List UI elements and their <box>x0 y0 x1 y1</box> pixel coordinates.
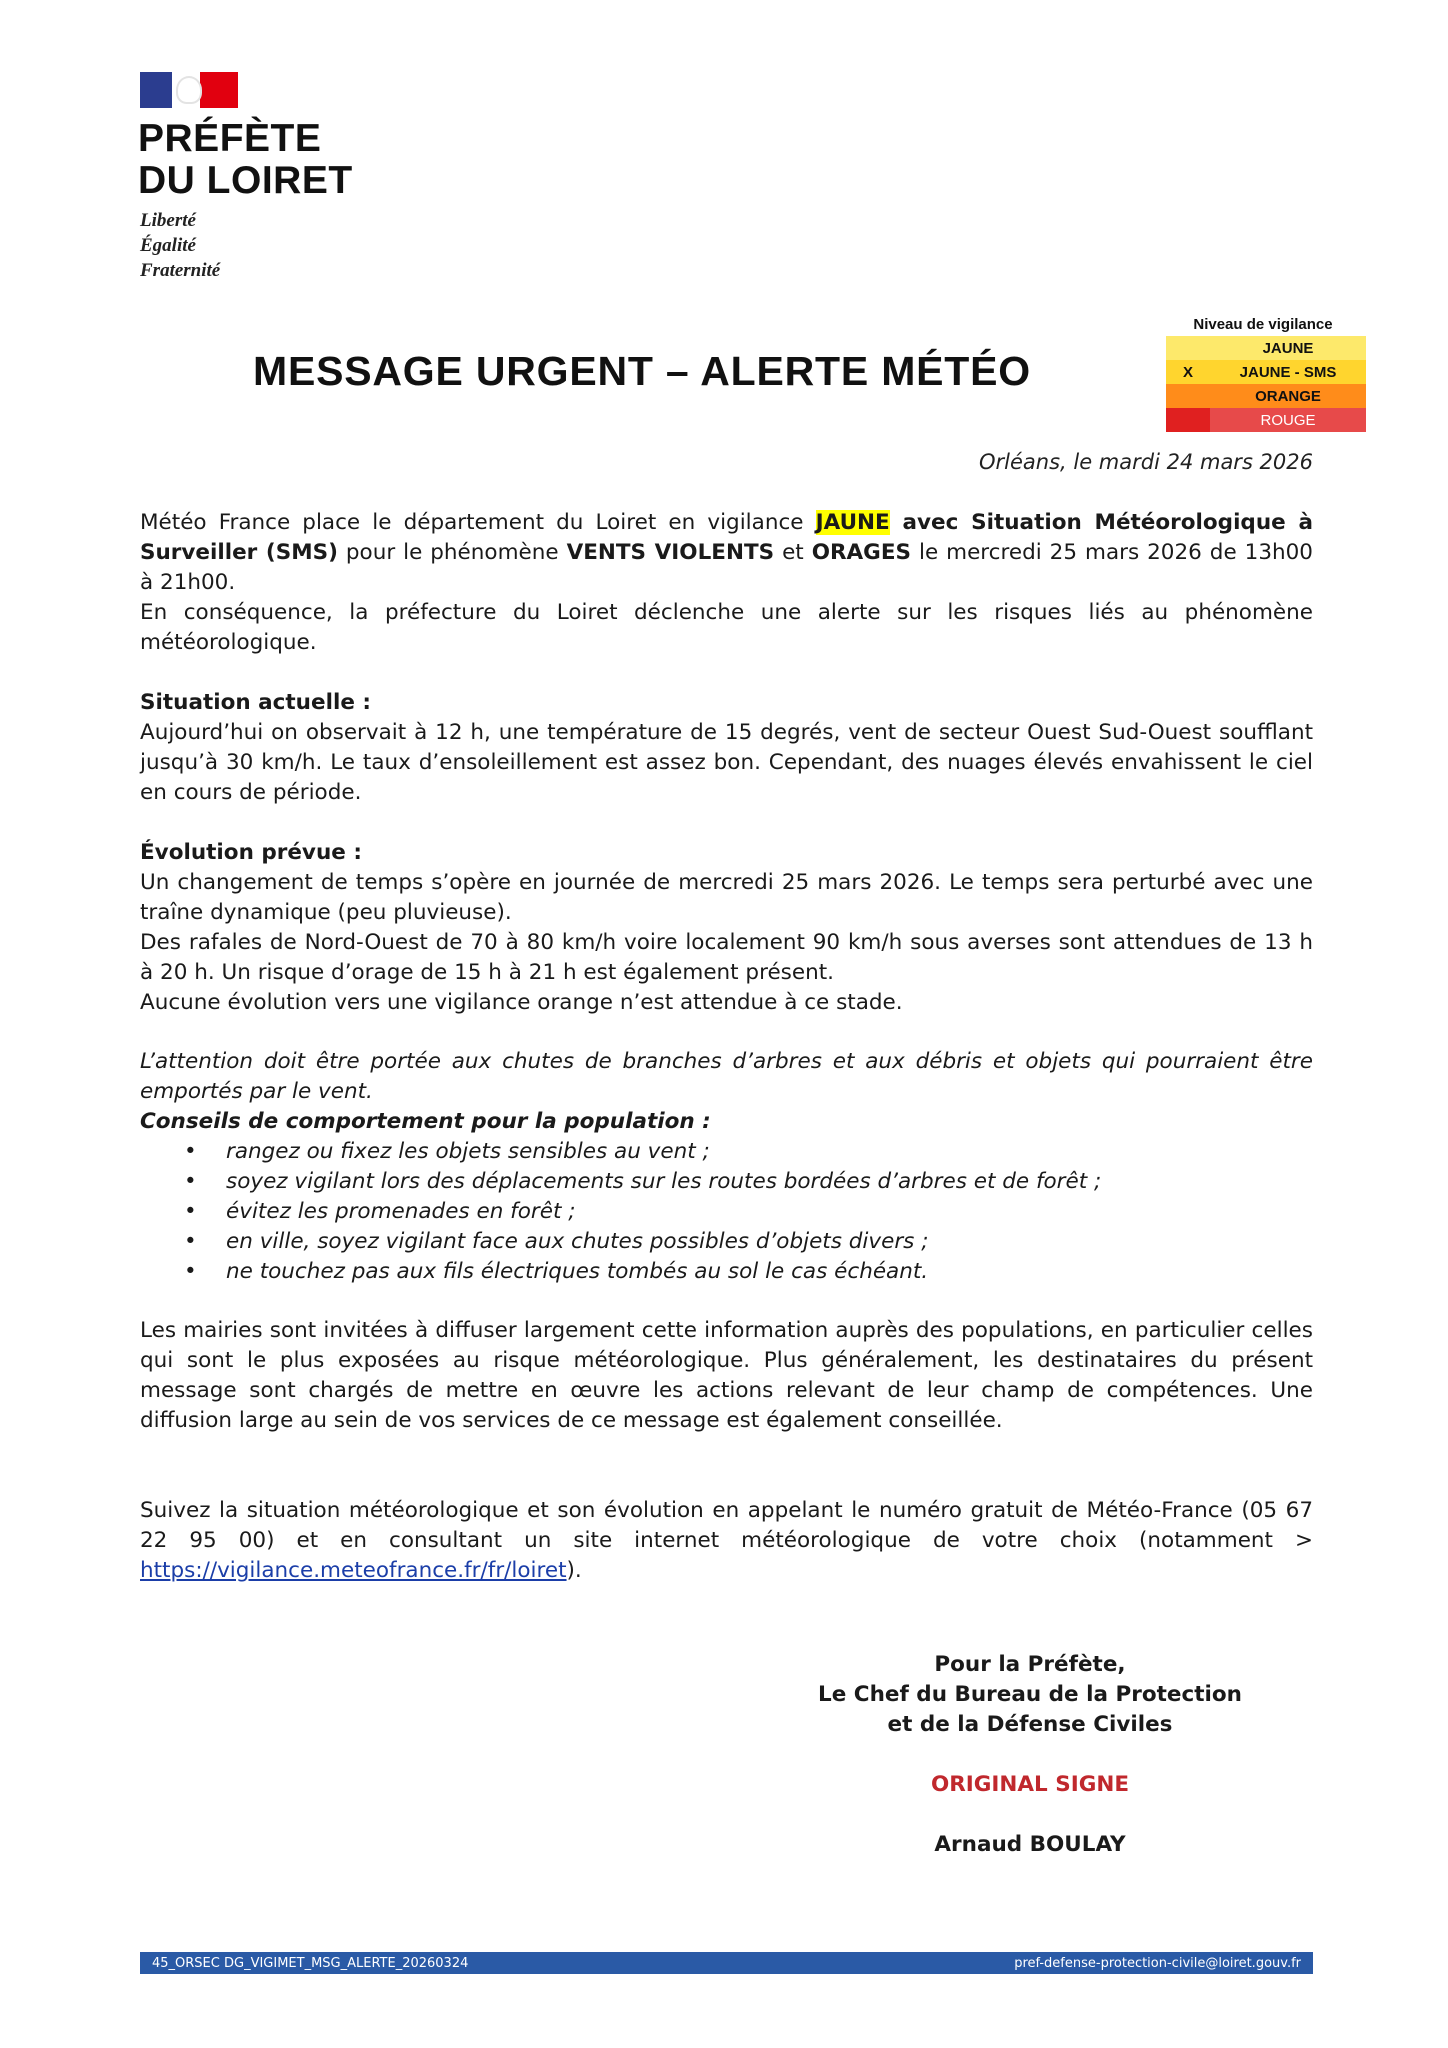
prefecture-name <box>138 118 353 202</box>
intro-text: le mercredi 25 mars 2026 de 13h00 à 21h00. <box>140 540 1313 595</box>
vigilance-mark: X <box>1166 360 1210 384</box>
intro-text: pour le phénomène <box>337 540 567 565</box>
republic-motto <box>140 208 220 283</box>
intro-paragraph <box>140 508 1313 598</box>
vigilance-level-highlight: JAUNE <box>815 510 890 535</box>
footer-bar <box>140 1952 1313 1974</box>
vigilance-row-jaune <box>1166 336 1366 360</box>
evolution-heading: Évolution prévue : <box>140 840 362 865</box>
footer-email[interactable]: pref-defense-protection-civile@loiret.gouv.fr <box>1014 1955 1301 1971</box>
advice-heading: Conseils de comportement pour la population : <box>140 1109 711 1134</box>
advice-item: • rangez ou fixez les objets sensibles au vent ; <box>184 1139 710 1164</box>
motto-liberte: Liberté <box>140 210 196 231</box>
situation-heading: Situation actuelle : <box>140 690 371 715</box>
follow-section <box>140 1496 1313 1586</box>
situation-text: Aujourd’hui on observait à 12 h, une température de 15 degrés, vent de secteur Ouest Sud-Ouest soufflant jusqu’à 30 km/h. Le taux d’ensoleillement est assez bon. Cependant, des nuages élevés envahissent le ciel en cours de période. <box>140 720 1313 805</box>
phenomenon-vents: VENTS VIOLENTS <box>566 540 775 565</box>
evolution-paragraph-3: Aucune évolution vers une vigilance orange n’est attendue à ce stade. <box>140 990 903 1015</box>
vigilance-mark <box>1166 384 1210 408</box>
intro-text: et <box>774 540 812 565</box>
vigilance-row-orange <box>1166 384 1366 408</box>
document-date: Orléans, le mardi 24 mars 2026 <box>978 450 1313 474</box>
follow-text: Suivez la situation météorologique et son évolution en appelant le numéro gratuit de Météo-France (05 67 22 95 00) et en consultant un site internet météorologique de votre choix (notamment > <box>140 1498 1313 1553</box>
evolution-paragraph-1: Un changement de temps s’opère en journée de mercredi 25 mars 2026. Le temps sera perturbé avec une traîne dynamique (peu pluvieuse). <box>140 870 1313 925</box>
advice-list <box>140 1137 1313 1287</box>
advice-item: • soyez vigilant lors des déplacements sur les routes bordées d’arbres et de forêt ; <box>184 1169 1102 1194</box>
document-title: MESSAGE URGENT – ALERTE MÉTÉO <box>253 348 1031 394</box>
vigilance-row-rouge <box>1166 408 1366 432</box>
situation-section <box>140 688 1313 808</box>
intro-section <box>140 508 1313 658</box>
vigilance-mark <box>1166 408 1210 432</box>
vigilance-label: ROUGE <box>1210 408 1366 432</box>
vigilance-label: JAUNE - SMS <box>1210 360 1366 384</box>
advice-item: • évitez les promenades en forêt ; <box>184 1199 576 1224</box>
vigilance-label: ORANGE <box>1210 384 1366 408</box>
signature-block <box>760 1650 1300 1860</box>
footer-reference: 45_ORSEC DG_VIGIMET_MSG_ALERTE_20260324 <box>152 1955 469 1971</box>
motto-egalite: Égalité <box>140 235 196 256</box>
vigilance-title: Niveau de vigilance <box>1193 316 1333 333</box>
advice-item: • en ville, soyez vigilant face aux chutes possibles d’objets divers ; <box>184 1229 929 1254</box>
signature-line-1: Pour la Préfète, <box>934 1652 1126 1677</box>
signature-line-2: Le Chef du Bureau de la Protection <box>818 1682 1242 1707</box>
phenomenon-orages: ORAGES <box>811 540 911 565</box>
advice-item: • ne touchez pas aux fils électriques tombés au sol le cas échéant. <box>184 1259 929 1284</box>
evolution-section <box>140 838 1313 1018</box>
intro-sms-text: avec Situation Météorologique à Surveiller (SMS) <box>140 510 1313 565</box>
signatory-name: Arnaud BOULAY <box>934 1832 1126 1857</box>
intro-text: Météo France place le département du Loiret en vigilance <box>140 510 816 535</box>
marianne-flag-logo <box>140 72 238 108</box>
attention-text: L’attention doit être portée aux chutes de branches d’arbres et aux débris et objets qui pourraient être emportés par le vent. <box>140 1049 1313 1104</box>
motto-fraternite: Fraternité <box>140 260 221 281</box>
vigilance-mark <box>1166 336 1210 360</box>
original-signe: ORIGINAL SIGNE <box>930 1772 1130 1797</box>
vigilance-row-jaune-sms <box>1166 360 1366 384</box>
prefecture-line-1: PRÉFÈTE <box>138 117 322 160</box>
signature-line-3: et de la Défense Civiles <box>887 1712 1173 1737</box>
mairies-paragraph: Les mairies sont invitées à diffuser largement cette information auprès des populations, en particulier celles qui sont le plus exposées au risque météorologique. Plus généralement, les destinataires du présent message sont chargés de mettre en œuvre les actions relevant de leur champ de compétences. Une diffusion large au sein de vos services de ce message est également conseillée. <box>140 1318 1313 1433</box>
vigilance-label: JAUNE <box>1210 336 1366 360</box>
intro-consequence: En conséquence, la préfecture du Loiret déclenche une alerte sur les risques liés au phénomène météorologique. <box>140 600 1313 655</box>
follow-paragraph <box>140 1496 1313 1586</box>
prefecture-line-2: DU LOIRET <box>138 159 353 202</box>
follow-text-end: ). <box>566 1558 582 1583</box>
advice-section <box>140 1047 1313 1287</box>
meteofrance-link[interactable]: https://vigilance.meteofrance.fr/fr/loiret <box>140 1558 567 1583</box>
vigilance-table <box>1166 336 1366 432</box>
evolution-paragraph-2: Des rafales de Nord-Ouest de 70 à 80 km/h voire localement 90 km/h sous averses sont attendues de 13 h à 20 h. Un risque d’orage de 15 h à 21 h est également présent. <box>140 930 1313 985</box>
